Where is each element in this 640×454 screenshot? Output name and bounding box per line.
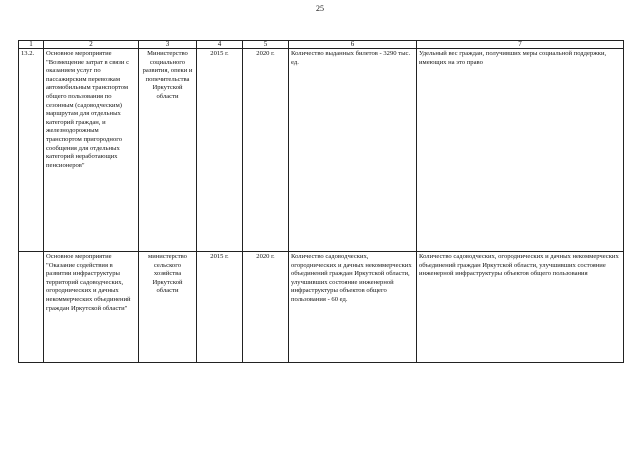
column-number-6: 6 — [289, 41, 417, 49]
column-number-7: 7 — [417, 41, 624, 49]
end-year: 2020 г. — [243, 252, 289, 363]
column-number-4: 4 — [197, 41, 243, 49]
header-row — [19, 41, 624, 49]
expected-result: Количество выданных билетов - 3290 тыс. ед. — [289, 49, 417, 252]
column-number-2: 2 — [44, 41, 139, 49]
row-number: 13.2. — [19, 49, 44, 252]
end-year: 2020 г. — [243, 49, 289, 252]
column-number-5: 5 — [243, 41, 289, 49]
table-row — [19, 49, 624, 252]
expected-result: Количество садоводческих, огороднических и дачных некоммерческих объединений граждан Иркутской области, улучшивших состояние инженерной инфраструктуры объектов общего пользования - 60 ед. — [289, 252, 417, 363]
target-indicator: Количество садоводческих, огороднических и дачных некоммерческих объединений граждан Иркутской области, улучшивших состояние инженерной инфраструктуры объектов общего пользования — [417, 252, 624, 363]
executor: Министерство социального развития, опеки и попечительства Иркутской области — [139, 49, 197, 252]
column-number-1: 1 — [19, 41, 44, 49]
start-year: 2015 г. — [197, 49, 243, 252]
page-number: 25 — [316, 4, 324, 13]
table-row — [19, 252, 624, 363]
event-name: Основное мероприятие "Возмещение затрат в связи с оказанием услуг по пассажирским перевозкам автомобильным транспортом общего пользования по сезонным (садоводческим) маршрутам для отдельных категорий граждан, и железнодорожным транспортом пригородного сообщения для отдельных категорий неработающих пенсионеров" — [44, 49, 139, 252]
target-indicator: Удельный вес граждан, получивших меры социальной поддержки, имеющих на это право — [417, 49, 624, 252]
start-year: 2015 г. — [197, 252, 243, 363]
event-name: Основное мероприятие "Оказание содействия в развитии инфраструктуры территорий садоводческих, огороднических и дачных некоммерческих объединений граждан Иркутской области" — [44, 252, 139, 363]
measures-table — [18, 40, 624, 363]
executor: министерство сельского хозяйства Иркутской области — [139, 252, 197, 363]
column-number-3: 3 — [139, 41, 197, 49]
row-number — [19, 252, 44, 363]
